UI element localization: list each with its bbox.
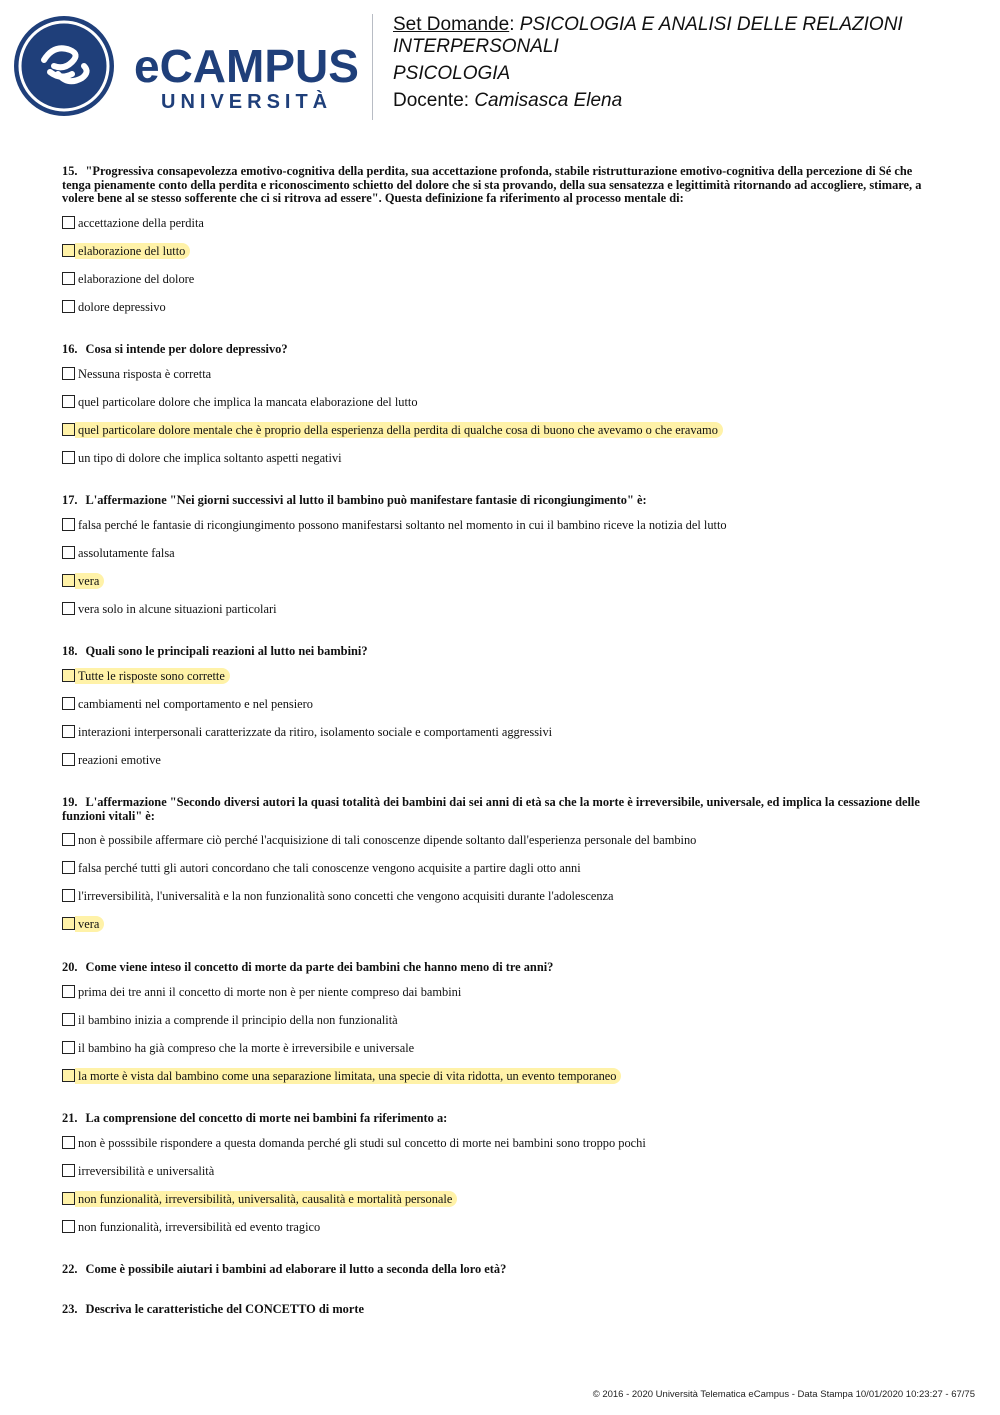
question-19 [62, 796, 942, 944]
page-footer: © 2016 - 2020 Università Telematica eCampus - Data Stampa 10/01/2020 10:23:27 - 67/75 [592, 1389, 975, 1400]
checkbox[interactable] [62, 244, 75, 257]
checkbox[interactable] [62, 917, 75, 930]
question-text: 23. Descriva le caratteristiche del CONCETTO di morte [62, 1302, 364, 1316]
logo-emblem-icon [14, 14, 359, 118]
answer-option[interactable]: quel particolare dolore che implica la mancata elaborazione del lutto [62, 394, 942, 422]
question-text: 17. L'affermazione "Nei giorni successivi al lutto il bambino può manifestare fantasie di ricongiungimento" è: [62, 493, 647, 507]
checkbox[interactable] [62, 574, 75, 587]
answer-options [62, 1135, 942, 1247]
checkbox[interactable] [62, 1069, 75, 1082]
answer-option[interactable]: falsa perché tutti gli autori concordano che tali conoscenze vengono acquisite a partire dagli otto anni [62, 860, 942, 888]
checkbox[interactable] [62, 272, 75, 285]
header-divider [372, 14, 373, 120]
answer-option[interactable]: non è possibile affermare ciò perché l'acquisizione di tali conoscenze dipende soltanto dall'esperienza personale del bambino [62, 832, 942, 860]
checkbox[interactable] [62, 985, 75, 998]
answer-option[interactable]: non funzionalità, irreversibilità ed evento tragico [62, 1219, 942, 1247]
checkbox[interactable] [62, 753, 75, 766]
teacher-name: Camisasca Elena [474, 90, 623, 111]
checkbox[interactable] [62, 546, 75, 559]
checkbox[interactable] [62, 889, 75, 902]
answer-option-correct[interactable]: vera [62, 916, 942, 944]
question-text: 18. Quali sono le principali reazioni al lutto nei bambini? [62, 644, 368, 658]
answer-options [62, 366, 942, 478]
answer-option[interactable]: falsa perché le fantasie di ricongiungimento possono manifestarsi soltanto nel momento in cui il bambino riceve la notizia del lutto [62, 517, 942, 545]
brand-subtext: UNIVERSITÀ [161, 91, 333, 113]
checkbox[interactable] [62, 697, 75, 710]
set-label: Set Domande [393, 14, 510, 35]
answer-options [62, 517, 942, 629]
answer-option[interactable]: il bambino inizia a comprende il principio della non funzionalità [62, 1012, 942, 1040]
subject-line [393, 63, 983, 85]
answer-option[interactable]: vera solo in alcune situazioni particolari [62, 601, 942, 629]
checkbox[interactable] [62, 1192, 75, 1205]
answer-option[interactable]: interazioni interpersonali caratterizzate da ritiro, isolamento sociale e comportamenti aggressivi [62, 724, 942, 752]
answer-option[interactable]: Nessuna risposta è corretta [62, 366, 942, 394]
course-line: Set Domande: PSICOLOGIA E ANALISI DELLE RELAZIONI INTERPERSONALI [393, 14, 903, 57]
checkbox[interactable] [62, 518, 75, 531]
answer-option-correct[interactable]: vera [62, 573, 942, 601]
question-23 [62, 1303, 942, 1317]
checkbox[interactable] [62, 861, 75, 874]
checkbox[interactable] [62, 1013, 75, 1026]
question-text: 22. Come è possibile aiutari i bambini ad elaborare il lutto a seconda della loro età? [62, 1262, 507, 1276]
answer-option-correct[interactable]: non funzionalità, irreversibilità, universalità, causalità e mortalità personale [62, 1191, 942, 1219]
answer-option[interactable]: il bambino ha già compreso che la morte è irreversibile e universale [62, 1040, 942, 1068]
brand-text: eCAMPUS [134, 40, 359, 92]
answer-option[interactable]: l'irreversibilità, l'universalità e la non funzionalità sono concetti che vengono acquisiti durante l'adolescenza [62, 888, 942, 916]
checkbox[interactable] [62, 669, 75, 682]
answer-option[interactable]: non è posssibile rispondere a questa domanda perché gli studi sul concetto di morte nei bambini sono troppo pochi [62, 1135, 942, 1163]
checkbox[interactable] [62, 423, 75, 436]
answer-option[interactable]: elaborazione del dolore [62, 271, 942, 299]
answer-option[interactable]: assolutamente falsa [62, 545, 942, 573]
teacher-line [393, 90, 983, 112]
answer-option-correct[interactable]: la morte è vista dal bambino come una separazione limitata, una specie di vita ridotta, un evento temporaneo [62, 1068, 942, 1096]
document-header [393, 14, 983, 112]
answer-option[interactable]: accettazione della perdita [62, 215, 942, 243]
checkbox[interactable] [62, 1220, 75, 1233]
question-17 [62, 494, 942, 629]
question-text: 21. La comprensione del concetto di morte nei bambini fa riferimento a: [62, 1111, 448, 1125]
ecampus-logo [14, 14, 359, 118]
checkbox[interactable] [62, 1164, 75, 1177]
subject: PSICOLOGIA [393, 63, 511, 84]
question-text: 20. Come viene inteso il concetto di morte da parte dei bambini che hanno meno di tre anni? [62, 960, 554, 974]
checkbox[interactable] [62, 216, 75, 229]
checkbox[interactable] [62, 300, 75, 313]
question-text: 16. Cosa si intende per dolore depressivo? [62, 342, 288, 356]
teacher-label: Docente: [393, 90, 470, 111]
answer-option[interactable]: irreversibilità e universalità [62, 1163, 942, 1191]
answer-options [62, 215, 942, 327]
checkbox[interactable] [62, 1041, 75, 1054]
question-text: 19. L'affermazione "Secondo diversi autori la quasi totalità dei bambini dai sei anni di età sa che la morte è irreversibile, universale, ed implica la cessazione delle funzioni vitali" è: [62, 795, 920, 823]
answer-option[interactable]: un tipo di dolore che implica soltanto aspetti negativi [62, 450, 942, 478]
answer-option[interactable]: reazioni emotive [62, 752, 942, 780]
checkbox[interactable] [62, 1136, 75, 1149]
question-20 [62, 961, 942, 1096]
checkbox[interactable] [62, 451, 75, 464]
answer-option-correct[interactable]: elaborazione del lutto [62, 243, 942, 271]
answer-option[interactable]: dolore depressivo [62, 299, 942, 327]
question-16 [62, 343, 942, 478]
question-18 [62, 645, 942, 780]
answer-options [62, 668, 942, 780]
course-title: PSICOLOGIA E ANALISI DELLE RELAZIONI INTERPERSONALI [393, 14, 903, 57]
answer-options [62, 832, 942, 944]
answer-option-correct[interactable]: Tutte le risposte sono corrette [62, 668, 942, 696]
checkbox[interactable] [62, 833, 75, 846]
answer-options [62, 984, 942, 1096]
answer-option[interactable]: prima dei tre anni il concetto di morte non è per niente compreso dai bambini [62, 984, 942, 1012]
answer-option-correct[interactable]: quel particolare dolore mentale che è proprio della esperienza della perdita di qualche cosa di buono che avevamo o che eravamo [62, 422, 942, 450]
question-text: 15. "Progressiva consapevolezza emotivo-cognitiva della perdita, sua accettazione profonda, stabile ristrutturazione emotivo-cognitiva della percezione di Sé che tenga pienamente conto della perdita e riconoscimento schietto del dolore che si sta provando, della sua sensatezza e legittimità ritornando ad accogliere, stimare, a volere bene al se stesso sofferente che ci si ritrova ad essere". Questa definizione fa riferimento al processo mentale di: [62, 164, 922, 205]
checkbox[interactable] [62, 602, 75, 615]
question-15 [62, 165, 942, 327]
question-22 [62, 1263, 942, 1277]
answer-option[interactable]: cambiamenti nel comportamento e nel pensiero [62, 696, 942, 724]
checkbox[interactable] [62, 367, 75, 380]
question-21 [62, 1112, 942, 1247]
checkbox[interactable] [62, 395, 75, 408]
checkbox[interactable] [62, 725, 75, 738]
